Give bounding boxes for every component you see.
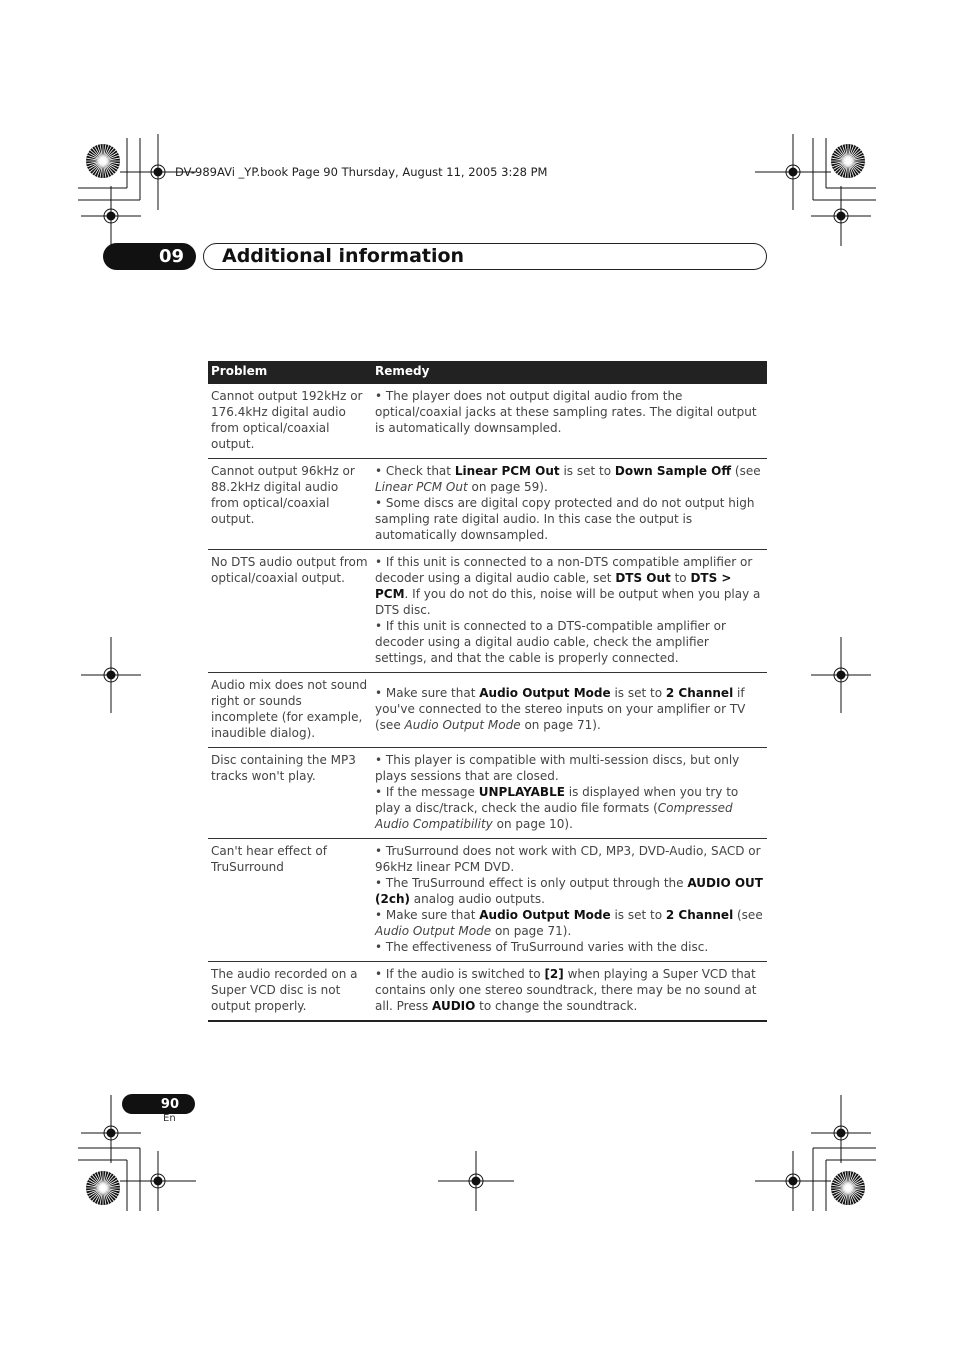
table-header-row — [208, 361, 767, 384]
bold-term: Linear PCM Out — [454, 464, 560, 478]
table-row — [208, 962, 767, 1022]
header-problem: Problem — [208, 361, 372, 384]
remedy-paragraph — [375, 554, 764, 618]
problem-cell: Audio mix does not sound right or sounds incomplete (for example, inaudible dialog). — [208, 673, 372, 748]
text-run: on page 59). — [467, 480, 548, 494]
remedy-paragraph — [375, 618, 764, 666]
bold-term: Audio Output Mode — [479, 686, 611, 700]
problem-cell: Cannot output 192kHz or 176.4kHz digital audio from optical/coaxial output. — [208, 384, 372, 459]
table-row — [208, 748, 767, 839]
text-run: • The player does not output digital audio from the optical/coaxial jacks at these sampling rates. The digital output is automatically downsampled. — [375, 389, 757, 435]
text-run: • If the message — [375, 785, 479, 799]
text-run: • The effectiveness of TruSurround varies with the disc. — [375, 940, 709, 954]
remedy-paragraph — [375, 939, 764, 955]
remedy-cell — [372, 459, 767, 550]
table-row — [208, 459, 767, 550]
remedy-cell — [372, 962, 767, 1022]
remedy-paragraph — [375, 388, 764, 436]
remedy-paragraph — [375, 685, 764, 733]
text-run: on page 10). — [492, 817, 573, 831]
problem-cell: No DTS audio output from optical/coaxial output. — [208, 550, 372, 673]
remedy-cell — [372, 673, 767, 748]
text-run: analog audio outputs. — [409, 892, 545, 906]
table-row — [208, 384, 767, 459]
remedy-paragraph — [375, 752, 764, 784]
page-number: 90 — [160, 1096, 179, 1112]
text-run: is set to — [610, 686, 666, 700]
remedy-paragraph — [375, 966, 764, 1014]
table-body — [208, 384, 767, 1021]
text-run: if you've connected to the stereo inputs on your amplifier or TV (see — [375, 686, 746, 732]
bold-term: 2 Channel — [665, 908, 734, 922]
text-run: • This player is compatible with multi-session discs, but only plays sessions that are closed. — [375, 753, 740, 783]
bold-term: 2 Channel — [665, 686, 734, 700]
remedy-paragraph — [375, 495, 764, 543]
text-run: to change the soundtrack. — [475, 999, 638, 1013]
print-slug-line: DV-989AVi _YP.book Page 90 Thursday, August 11, 2005 3:28 PM — [175, 165, 548, 179]
bold-term: DTS Out — [615, 571, 671, 585]
problem-cell: Cannot output 96kHz or 88.2kHz digital audio from optical/coaxial output. — [208, 459, 372, 550]
remedy-cell — [372, 550, 767, 673]
text-run: is set to — [610, 908, 666, 922]
text-run: (see — [733, 908, 763, 922]
text-run: • The TruSurround effect is only output through the — [375, 876, 688, 890]
remedy-paragraph — [375, 907, 764, 939]
table-row — [208, 550, 767, 673]
text-run: • Make sure that — [375, 686, 480, 700]
text-run: (see — [731, 464, 761, 478]
problem-cell: The audio recorded on a Super VCD disc is not output properly. — [208, 962, 372, 1022]
remedy-paragraph — [375, 875, 764, 907]
table-row — [208, 673, 767, 748]
italic-reference: Audio Output Mode — [375, 924, 492, 938]
text-run: on page 71). — [520, 718, 601, 732]
header-remedy: Remedy — [372, 361, 767, 384]
italic-reference: Linear PCM Out — [375, 480, 468, 494]
text-run: on page 71). — [491, 924, 572, 938]
chapter-number-tab — [103, 243, 196, 270]
text-run: is displayed when you try to play a disc/track, check the audio file formats ( — [375, 785, 739, 815]
remedy-paragraph — [375, 843, 764, 875]
problem-cell: Can't hear effect of TruSurround — [208, 839, 372, 962]
text-run: to — [670, 571, 691, 585]
text-run: • TruSurround does not work with CD, MP3, DVD-Audio, SACD or 96kHz linear PCM DVD. — [375, 844, 761, 874]
remedy-cell — [372, 384, 767, 459]
text-run: . If you do not do this, noise will be output when you play a DTS disc. — [375, 587, 761, 617]
page-number-tab — [122, 1094, 195, 1114]
text-run: • Check that — [375, 464, 455, 478]
language-label: En — [163, 1113, 176, 1124]
chapter-title: Additional information — [222, 245, 465, 267]
text-run: • If the audio is switched to — [375, 967, 545, 981]
bold-term: DTS > PCM — [375, 571, 732, 601]
text-run: • Some discs are digital copy protected and do not output high sampling rate digital audio. In this case the output is automatically downsampled. — [375, 496, 755, 542]
bold-term: Audio Output Mode — [479, 908, 611, 922]
remedy-paragraph — [375, 784, 764, 832]
bold-term: UNPLAYABLE — [478, 785, 565, 799]
table-row — [208, 839, 767, 962]
remedy-paragraph — [375, 463, 764, 495]
italic-reference: Compressed Audio Compatibility — [375, 801, 733, 831]
remedy-cell — [372, 839, 767, 962]
bold-term: AUDIO OUT (2ch) — [375, 876, 763, 906]
text-run: when playing a Super VCD that contains only one stereo soundtrack, there may be no sound at all. Press — [375, 967, 757, 1013]
troubleshooting-table — [208, 361, 767, 1022]
text-run: • If this unit is connected to a non-DTS compatible amplifier or decoder using a digital audio cable, set — [375, 555, 753, 585]
bold-term: Down Sample Off — [614, 464, 732, 478]
chapter-number: 09 — [158, 246, 184, 267]
bold-term: AUDIO — [432, 999, 476, 1013]
remedy-cell — [372, 748, 767, 839]
bold-term: [2] — [544, 967, 564, 981]
text-run: is set to — [559, 464, 615, 478]
text-run: • Make sure that — [375, 908, 480, 922]
text-run: • If this unit is connected to a DTS-compatible amplifier or decoder using a digital audio cable, check the amplifier settings, and that the cable is properly connected. — [375, 619, 726, 665]
italic-reference: Audio Output Mode — [404, 718, 521, 732]
problem-cell: Disc containing the MP3 tracks won't play. — [208, 748, 372, 839]
